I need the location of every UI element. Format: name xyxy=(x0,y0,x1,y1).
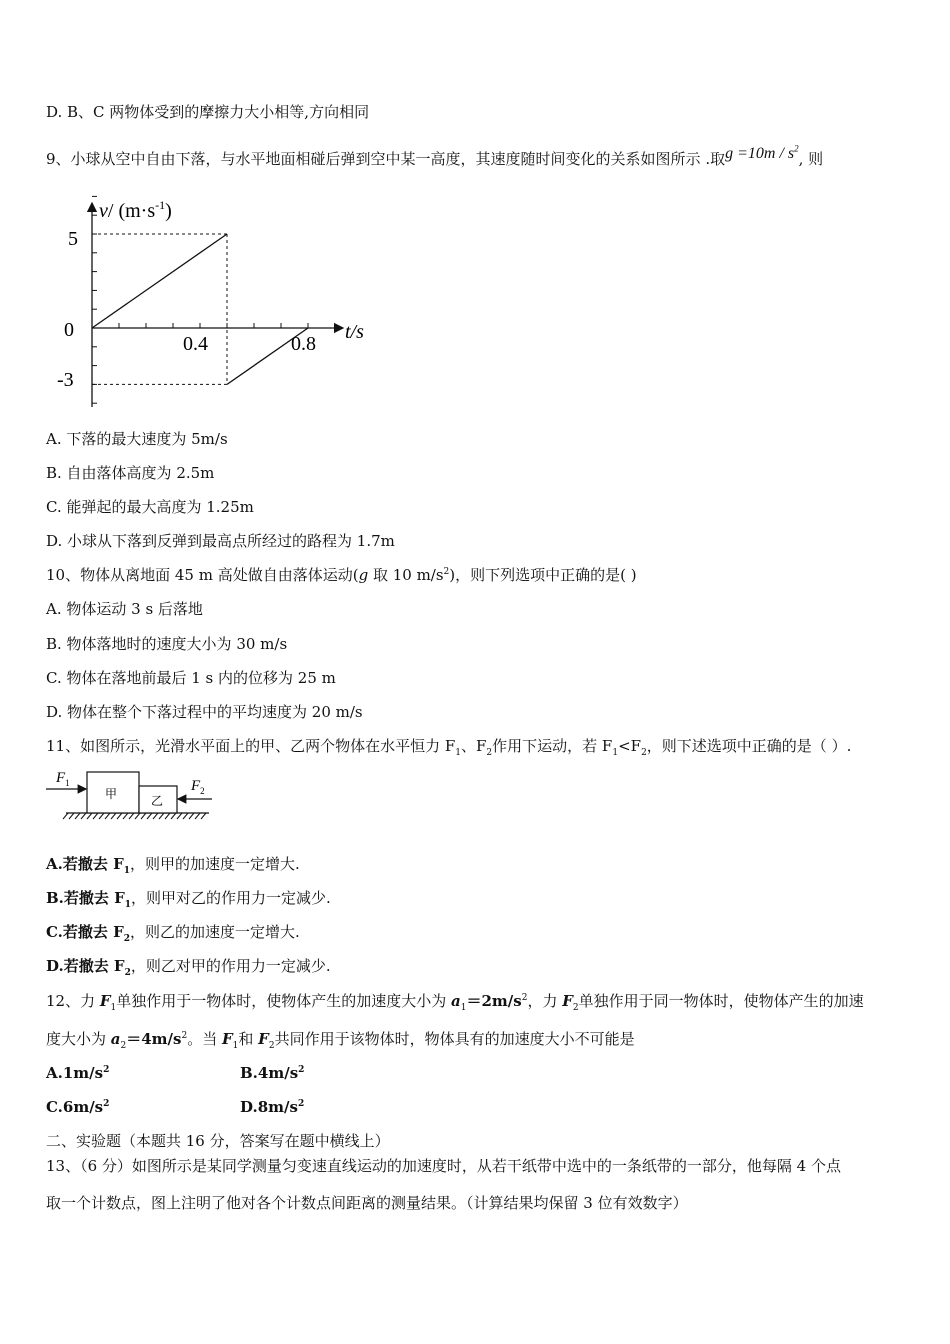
ground-hatch xyxy=(129,813,134,819)
ground-hatch xyxy=(123,813,128,819)
q10-option-a: A. 物体运动 3 s 后落地 xyxy=(46,600,203,618)
q12-option-c: $C.6m/s^2$ xyxy=(46,1098,110,1116)
q9-option-c: C. 能弹起的最大高度为 1.25m xyxy=(46,498,254,516)
ground-hatch xyxy=(159,813,164,819)
q10-option-c: C. 物体在落地前最后 1 s 内的位移为 25 m xyxy=(46,669,336,687)
q9-stem xyxy=(46,143,910,170)
y-tick-label-5: 5 xyxy=(68,228,78,250)
q11-stem: 11、如图所示，光滑水平面上的甲、乙两个物体在水平恒力 $F_1$、$F_2$作用下运动，若 $F_1<F_2$，则下述选项中正确的是（ ）. xyxy=(46,737,852,758)
q10-stem: 10、物体从离地面 45 m 高处做自由落体运动(g 取 10 $m/s^2$)，则下列选项中正确的是( ) xyxy=(46,566,637,584)
q9-option-d: D. 小球从下落到反弹到最高点所经过的路程为 1.7m xyxy=(46,532,395,550)
q9-vt-chart xyxy=(50,195,380,410)
ground-hatch xyxy=(87,813,92,819)
f1-label: $F_1$ xyxy=(56,770,70,788)
q12-option-a: $A.1m/s^2$ xyxy=(46,1064,110,1082)
ground-hatch xyxy=(135,813,140,819)
ground-hatch xyxy=(81,813,86,819)
y-tick-label-0: 0 xyxy=(64,319,74,341)
q12-option-b: $B.4m/s^2$ xyxy=(240,1064,305,1082)
q9-option-a: A. 下落的最大速度为 5m/s xyxy=(46,430,228,448)
x-tick-label-0-4: 0.4 xyxy=(183,333,208,355)
q9-stem-text: 9、小球从空中自由下落，与水平地面相碰后弹到空中某一高度，其速度随时间变化的关系如图所示 .取 xyxy=(46,150,726,168)
q12-option-d: $D.8m/s^2$ xyxy=(240,1098,305,1116)
block-yi-label: 乙 xyxy=(151,794,164,808)
ground-hatch xyxy=(189,813,194,819)
ground-hatch xyxy=(171,813,176,819)
block-jia-label: 甲 xyxy=(105,787,118,801)
q9-g-expression: $g =10m / s^2$ xyxy=(725,143,799,162)
ground-hatch xyxy=(195,813,200,819)
q13-stem-line2: 取一个计数点，图上注明了他对各个计数点间距离的测量结果。（计算结果均保留 3 位有效数字） xyxy=(46,1194,688,1212)
q11-blocks-figure xyxy=(44,766,214,822)
q11-option-c: C.若撤去 $F_2$，则乙的加速度一定增大. xyxy=(46,923,300,944)
q13-stem-line1: 13、（6 分）如图所示是某同学测量匀变速直线运动的加速度时，从若干纸带中选中的一条纸带的一部分，他每隔 4 个点 xyxy=(46,1157,841,1175)
ground-hatch xyxy=(111,813,116,819)
q9-option-b: B. 自由落体高度为 2.5m xyxy=(46,464,215,482)
ground-hatch xyxy=(93,813,98,819)
ground-hatch xyxy=(63,813,68,819)
section-heading-experiment: 二、实验题（本题共 16 分，答案写在题中横线上） xyxy=(46,1132,390,1150)
ground-hatch xyxy=(75,813,80,819)
x-tick-label-0-8: 0.8 xyxy=(291,333,316,355)
ground-hatch xyxy=(147,813,152,819)
ground-hatch xyxy=(99,813,104,819)
q11-option-b: B.若撤去 $F_1$，则甲对乙的作用力一定减少. xyxy=(46,889,331,910)
ground-hatch xyxy=(69,813,74,819)
ground-hatch xyxy=(141,813,146,819)
ground-hatch xyxy=(105,813,110,819)
q12-options-row2 xyxy=(46,1097,910,1117)
y-tick-label-minus3: -3 xyxy=(57,369,74,391)
ground-hatch xyxy=(153,813,158,819)
q11-option-d: D.若撤去 $F_2$，则乙对甲的作用力一定减少. xyxy=(46,957,331,978)
q10-option-b: B. 物体落地时的速度大小为 30 m/s xyxy=(46,635,288,653)
ground-hatch xyxy=(183,813,188,819)
q9-stem-end: , 则 xyxy=(798,150,824,168)
ground-hatch xyxy=(177,813,182,819)
q11-option-a: A.若撤去 $F_1$，则甲的加速度一定增大. xyxy=(46,855,300,876)
y-axis-label: v/ $(m\cdot s^{-1})$ xyxy=(99,198,172,222)
q12-options-row1 xyxy=(46,1063,910,1083)
ground-hatch xyxy=(165,813,170,819)
q12-stem-line2: 度大小为 $a_2=4m/s^2$。当 $F_1$和 $F_2$共同作用于该物体时，物体具有的加速度大小不可能是 xyxy=(46,1030,635,1051)
q10-option-d: D. 物体在整个下落过程中的平均速度为 20 m/s xyxy=(46,703,363,721)
f2-label: $F_2$ xyxy=(191,778,205,796)
q12-stem-line1: 12、力 $F_1$单独作用于一物体时，使物体产生的加速度大小为 $a_1=2m/s^2$，力 $F_2$单独作用于同一物体时，使物体产生的加速 xyxy=(46,992,864,1013)
x-axis-label: t/s xyxy=(345,321,364,343)
ground-hatch xyxy=(117,813,122,819)
ground-hatch xyxy=(201,813,206,819)
q8-option-d: D. B、C 两物体受到的摩擦力大小相等,方向相同 xyxy=(46,103,370,121)
series-falling xyxy=(92,234,227,328)
